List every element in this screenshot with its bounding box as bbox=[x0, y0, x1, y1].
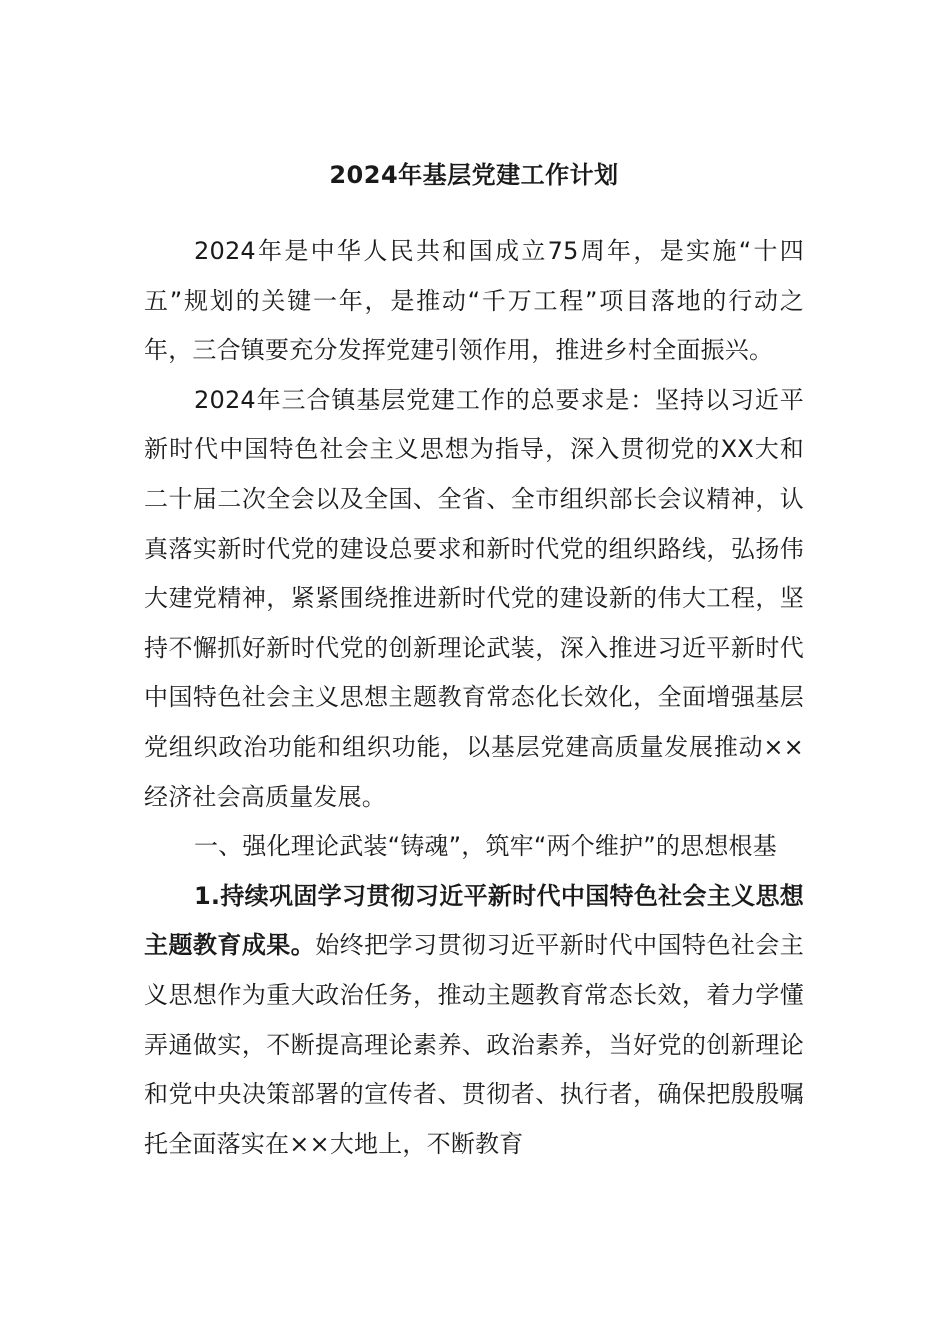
section-heading-1-text: 一、强化理论武装“铸魂”，筑牢“两个维护”的思想根基 bbox=[194, 832, 777, 861]
document-title: 2024年基层党建工作计划 bbox=[329, 161, 619, 189]
item-1-bold-lead: 1.持续巩固学习贯彻习近平新时代中国特色社会主义思想主题教育成果。 bbox=[144, 881, 804, 960]
item-1-text: 始终把学习贯彻习近平新时代中国特色社会主义思想作为重大政治任务，推动主题教育常态长效，着力学懂弄通做实，不断提高理论素养、政治素养，当好党的创新理论和党中央决策部署的宣传者、贯彻者、执行者，确保把殷殷嘱托全面落实在××大地上，不断教育 bbox=[144, 931, 805, 1158]
paragraph-item-1 bbox=[144, 872, 804, 1170]
paragraph-intro bbox=[144, 227, 804, 376]
paragraph-general-requirements bbox=[144, 376, 804, 822]
paragraph-intro-text: 2024年是中华人民共和国成立75周年，是实施“十四五”规划的关键一年，是推动“千万工程”项目落地的行动之年，三合镇要充分发挥党建引领作用，推进乡村全面振兴。 bbox=[144, 237, 804, 365]
document-body bbox=[144, 227, 804, 1169]
section-heading-1 bbox=[144, 822, 804, 872]
paragraph-general-requirements-text: 2024年三合镇基层党建工作的总要求是：坚持以习近平新时代中国特色社会主义思想为指导，深入贯彻党的XX大和二十届二次全会以及全国、全省、全市组织部长会议精神，认真落实新时代党的建设总要求和新时代党的组织路线，弘扬伟大建党精神，紧紧围绕推进新时代党的建设新的伟大工程，坚持不懈抓好新时代党的创新理论武装，深入推进习近平新时代中国特色社会主义思想主题教育常态化长效化，全面增强基层党组织政治功能和组织功能，以基层党建高质量发展推动××经济社会高质量发展。 bbox=[144, 385, 804, 811]
